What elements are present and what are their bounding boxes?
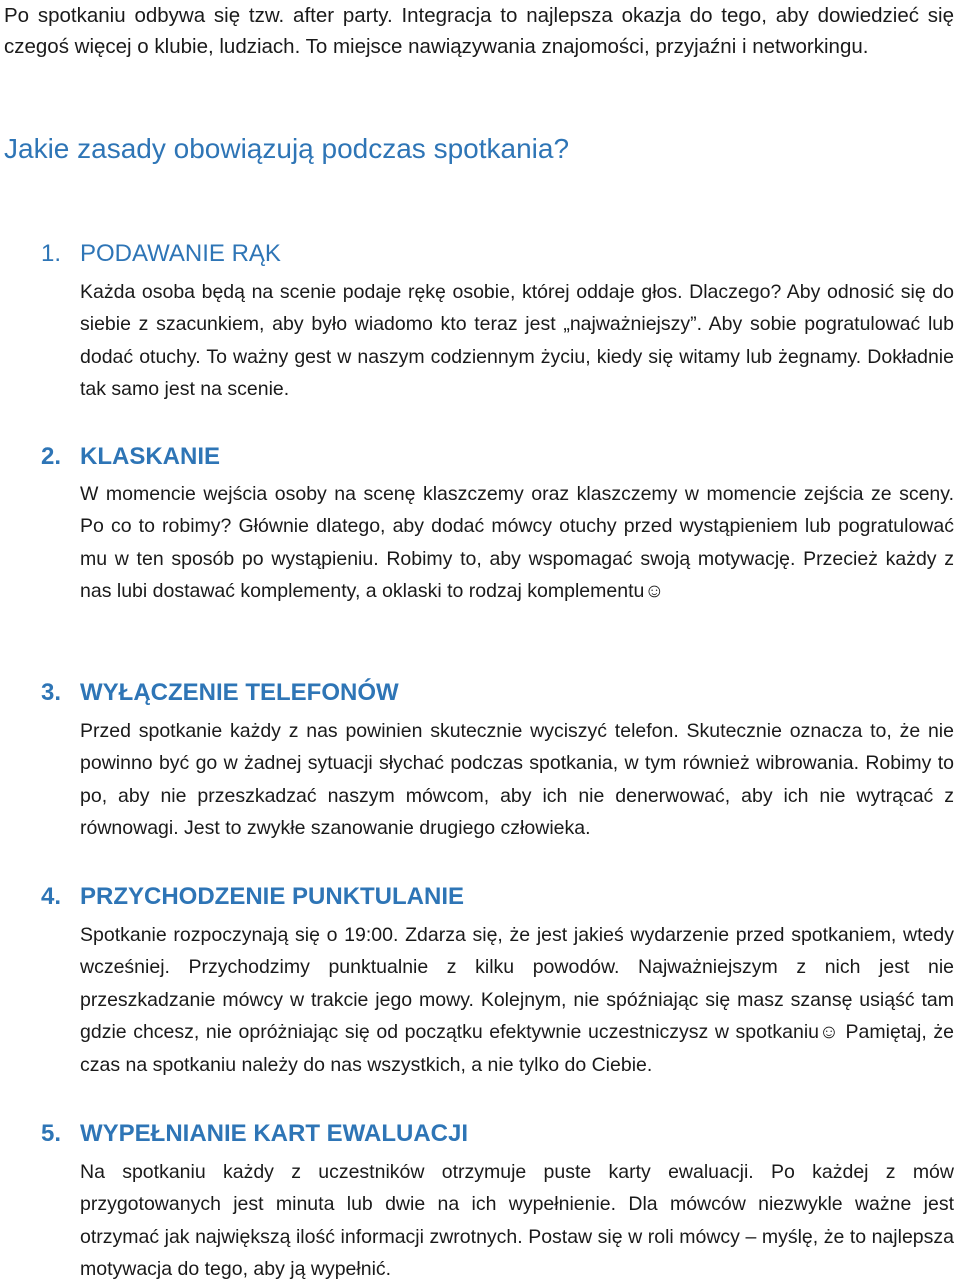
rule-title: KLASKANIE bbox=[80, 443, 221, 470]
main-heading: Jakie zasady obowiązują podczas spotkania? bbox=[4, 133, 570, 164]
rule-heading bbox=[41, 676, 399, 710]
rule-text: W momencie wejścia osoby na scenę klaszczemy oraz klaszczemy w momencie zejścia ze sceny. Po co to robimy? Głównie dlatego, aby dodać mówcy otuchy przed wystąpieniem lub pogratulować mu w ten sposób po wystąpieniu. Robimy to, aby wspomagać swoją motywację. Przecież każdy z nas lubi dostawać komplementy, a oklaski to rodzaj komplementu☺ bbox=[80, 483, 954, 603]
rule-heading bbox=[41, 440, 220, 474]
rule-text: Przed spotkanie każdy z nas powinien skutecznie wyciszyć telefon. Skutecznie oznacza to, że nie powinno być go w żadnej sytuacji słychać podczas spotkania, w tym również wibrowania. Robimy to po, aby nie przeszkadzać naszym mówcom, aby ich nie denerwować, aby ich nie wytrącać z równowagi. Jest to zwykłe szanowanie drugiego człowieka. bbox=[80, 720, 954, 840]
rule-number: 1. bbox=[41, 240, 62, 267]
rule-number: 3. bbox=[41, 679, 62, 706]
rule-text: Każda osoba będą na scenie podaje rękę osobie, której oddaje głos. Dlaczego? Aby odnosić się do siebie z szacunkiem, aby było wiadomo kto teraz jest „najważniejszy”. Aby sobie pogratulować lub dodać otuchy. To ważny gest w naszym codziennym życiu, kiedy się witamy lub żegnamy. Dokładnie tak samo jest na scenie. bbox=[80, 281, 954, 401]
intro-paragraph: Po spotkaniu odbywa się tzw. after party. Integracja to najlepsza okazja do tego, aby dowiedzieć się czegoś więcej o klubie, ludziach. To miejsce nawiązywania znajomości, przyjaźni i networkingu. bbox=[4, 4, 954, 58]
rule-text: Na spotkaniu każdy z uczestników otrzymuje puste karty ewaluacji. Po każdej z mów przygotowanych jest minuta lub dwie na ich wypełnienie. Dla mówców niezwykle ważne jest otrzymać jak największą ilość informacji zwrotnych. Postaw się w roli mówcy – myślę, że to najlepsza motywacja do tego, aby ją wypełnić. bbox=[80, 1161, 954, 1281]
rule-title: WYŁĄCZENIE TELEFONÓW bbox=[80, 679, 399, 706]
rule-text: Spotkanie rozpoczynają się o 19:00. Zdarza się, że jest jakieś wydarzenie przed spotkaniem, wtedy wcześniej. Przychodzimy punktualnie z kilku powodów. Najważniejszym z nich jest nie przeszkadzanie mówcy w trakcie jego mowy. Kolejnym, nie spóźniając się masz szansę usiąść tam gdzie chcesz, nie opróżniając się od początku efektywnie uczestniczysz w spotkaniu☺ Pamiętaj, że czas na spotkaniu należy do nas wszystkich, a nie tylko do Ciebie. bbox=[80, 924, 954, 1076]
rule-number: 2. bbox=[41, 443, 62, 470]
rule-title: PODAWANIE RĄK bbox=[80, 240, 281, 267]
rule-heading bbox=[41, 880, 464, 914]
rule-title: WYPEŁNIANIE KART EWALUACJI bbox=[80, 1120, 469, 1147]
rule-number: 4. bbox=[41, 883, 62, 910]
rule-heading bbox=[41, 1117, 468, 1151]
rule-number: 5. bbox=[41, 1120, 62, 1147]
rule-title: PRZYCHODZENIE PUNKTULANIE bbox=[80, 883, 465, 910]
rule-heading bbox=[41, 237, 281, 271]
